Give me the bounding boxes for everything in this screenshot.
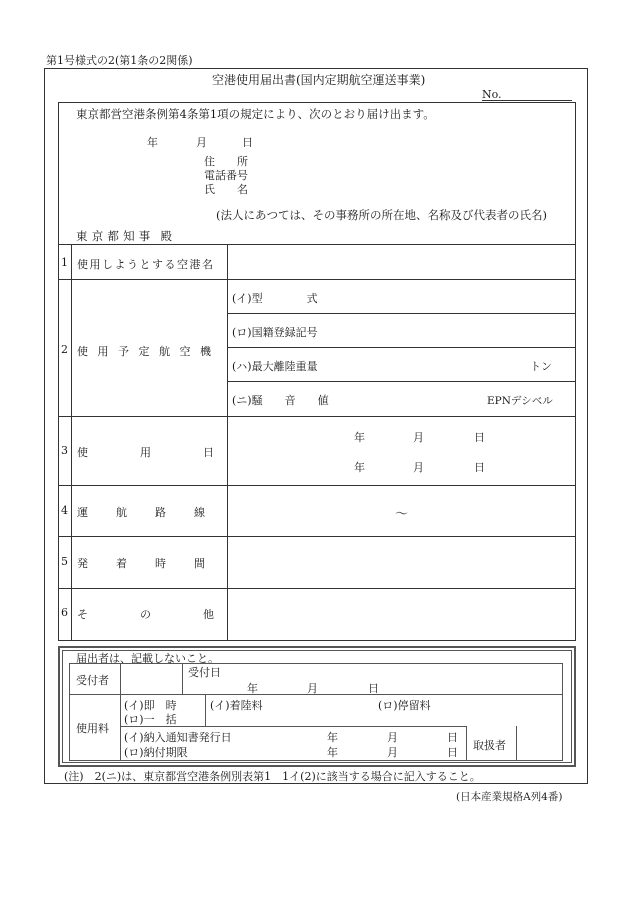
applicant-info-field[interactable] <box>260 150 560 196</box>
number-label: No. <box>482 88 502 101</box>
submission-date-field[interactable] <box>110 132 255 148</box>
number-field[interactable] <box>500 85 572 100</box>
receipt-day: 日 <box>368 682 379 695</box>
aircraft-type-field[interactable] <box>330 281 574 312</box>
airport-name-field[interactable] <box>229 246 574 278</box>
row-line <box>227 381 576 382</box>
row-number: 6 <box>61 606 68 619</box>
form-title: 空港使用届出書(国内定期航空運送事業) <box>212 73 426 87</box>
number-underline <box>482 100 572 101</box>
name-label: 氏 名 <box>204 183 248 196</box>
registration-label: (ロ)国籍登録記号 <box>232 326 318 339</box>
deadline-month: 月 <box>387 746 398 759</box>
usage-date-field[interactable] <box>229 418 574 483</box>
row-line <box>58 244 576 245</box>
office-col-line <box>120 663 121 761</box>
deadline-year: 年 <box>327 746 338 759</box>
payment-deadline-label: (ロ)納付期限 <box>124 746 188 759</box>
end-month: 月 <box>413 461 424 474</box>
other-label: その他 <box>77 608 266 621</box>
schedule-field[interactable] <box>229 538 574 587</box>
footnote: (注) 2(ニ)は、東京都営空港条例別表第1 1イ(2)に該当する場合に記入すること。 <box>64 770 481 783</box>
noise-label: (ニ)騒 音 値 <box>232 394 329 407</box>
row-line <box>227 313 576 314</box>
end-day: 日 <box>474 461 485 474</box>
receiver-label: 受付者 <box>76 674 109 687</box>
receipt-date-field[interactable] <box>184 665 561 693</box>
start-year: 年 <box>354 431 365 444</box>
route-field[interactable] <box>229 487 574 535</box>
start-month: 月 <box>413 431 424 444</box>
handler-field[interactable] <box>518 728 561 759</box>
office-col-line <box>182 663 183 694</box>
date-year: 年 <box>147 136 158 149</box>
bulk-option[interactable]: (ロ)一 括 <box>124 713 177 726</box>
immediate-option[interactable]: (イ)即 時 <box>124 699 177 712</box>
aircraft-label: 使用予定航空機 <box>77 345 221 358</box>
start-day: 日 <box>474 431 485 444</box>
address-label: 住 所 <box>204 155 248 168</box>
office-col-line <box>205 694 206 726</box>
row-line <box>227 347 576 348</box>
office-use-caption: 届出者は、記載しないこと。 <box>76 652 219 665</box>
landing-fee-label: (イ)着陸料 <box>210 699 263 712</box>
parking-fee-label: (ロ)停留料 <box>378 699 431 712</box>
corporate-note: (法人にあつては、その事務所の所在地、名称及び代表者の氏名) <box>216 208 547 222</box>
schedule-label: 発着時間 <box>77 557 233 570</box>
row-number: 4 <box>61 504 68 517</box>
receiver-field[interactable] <box>122 665 180 693</box>
receipt-month: 月 <box>307 682 318 695</box>
row-line <box>58 279 576 280</box>
receipt-year: 年 <box>247 682 258 695</box>
notice-year: 年 <box>327 731 338 744</box>
noise-unit: EPNデシベル <box>487 395 553 407</box>
notice-month: 月 <box>387 731 398 744</box>
date-month: 月 <box>196 136 207 149</box>
other-field[interactable] <box>229 590 574 639</box>
route-label: 運航路線 <box>77 506 233 519</box>
noise-field[interactable] <box>330 383 480 414</box>
usage-fee-label: 使用料 <box>76 722 109 735</box>
row-number: 5 <box>61 555 68 568</box>
row-line <box>58 485 576 486</box>
row-number: 2 <box>61 343 68 356</box>
addressee: 東 京 都 知 事 殿 <box>76 229 172 243</box>
paper-size: (日本産業規格A列4番) <box>456 791 563 803</box>
office-col-line <box>516 726 517 761</box>
usage-date-label: 使用日 <box>77 446 266 459</box>
row-line <box>58 416 576 417</box>
aircraft-type-label: (イ)型 式 <box>232 292 318 305</box>
payment-dates-field[interactable] <box>250 728 464 759</box>
date-day: 日 <box>242 136 253 149</box>
row-number: 3 <box>61 444 68 457</box>
form-id: 第1号様式の2(第1条の2関係) <box>46 54 193 67</box>
max-weight-label: (ハ)最大離陸重量 <box>232 360 318 373</box>
deadline-day: 日 <box>447 746 458 759</box>
row-number: 1 <box>61 256 68 269</box>
number-column-line <box>71 244 72 641</box>
end-year: 年 <box>354 461 365 474</box>
row-line <box>58 536 576 537</box>
airport-name-label: 使用しようとする空港名 <box>77 258 215 271</box>
route-separator: ～ <box>395 507 409 522</box>
row-line <box>58 588 576 589</box>
registration-field[interactable] <box>330 315 574 346</box>
landing-fee-field[interactable] <box>270 696 370 724</box>
receipt-date-label: 受付日 <box>188 666 221 679</box>
weight-unit: トン <box>530 360 552 373</box>
handler-label: 取扱者 <box>473 739 506 752</box>
max-weight-field[interactable] <box>330 349 525 380</box>
parking-fee-field[interactable] <box>440 696 560 724</box>
office-col-line <box>466 726 467 761</box>
statement: 東京都営空港条例第4条第1項の規定により、次のとおり届け出ます。 <box>76 107 435 121</box>
phone-label: 電話番号 <box>204 169 248 182</box>
notice-date-label: (イ)納入通知書発行日 <box>124 731 232 744</box>
notice-day: 日 <box>447 731 458 744</box>
label-column-line <box>227 244 228 641</box>
